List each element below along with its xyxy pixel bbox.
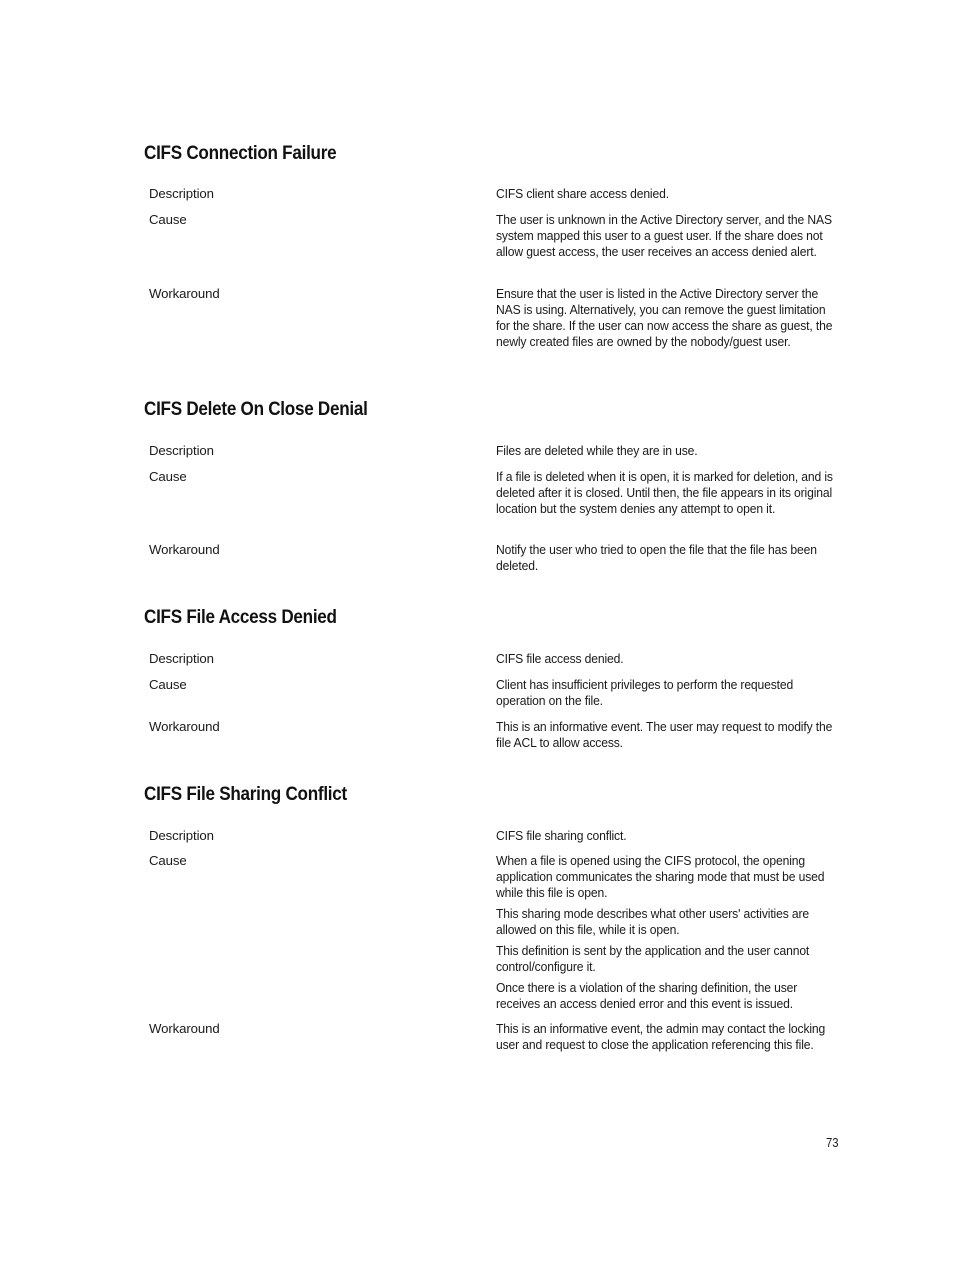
row-value-cause-paragraph: When a file is opened using the CIFS protocol, the opening application communicates the sharing mode that must be used while this file is open. (496, 853, 825, 900)
row-value-cause: If a file is deleted when it is open, it is marked for deletion, and is deleted after it is closed. Until then, the file appears in its original location but the system denies any attempt to open it. (496, 469, 833, 516)
row-label-cause: Cause (149, 469, 187, 484)
row-value-workaround: Notify the user who tried to open the file that the file has been deleted. (496, 542, 817, 573)
row-value-cause-paragraph: This sharing mode describes what other users' activities are allowed on this file, while it is open. (496, 906, 810, 937)
row-label-cause: Cause (149, 212, 187, 227)
section-title-cifs-delete-on-close-denial: CIFS Delete On Close Denial (144, 399, 368, 420)
page-number: 73 (826, 1136, 839, 1150)
row-value-description: CIFS file sharing conflict. (496, 828, 627, 843)
row-label-description: Description (149, 828, 214, 843)
row-label-workaround: Workaround (149, 542, 220, 557)
row-value-cause-paragraph: Once there is a violation of the sharing definition, the user receives an access denied error and this event is issued. (496, 980, 798, 1011)
row-value-description: CIFS client share access denied. (496, 186, 669, 201)
section-title-cifs-connection-failure: CIFS Connection Failure (144, 143, 337, 164)
row-value-cause-paragraph: This definition is sent by the application and the user cannot control/configure it. (496, 943, 810, 974)
row-label-workaround: Workaround (149, 286, 220, 301)
row-label-cause: Cause (149, 677, 187, 692)
section-title-cifs-file-access-denied: CIFS File Access Denied (144, 607, 337, 628)
row-value-workaround: Ensure that the user is listed in the Active Directory server the NAS is using. Alternatively, you can remove the guest limitation for the share. If the user can now access the share as guest, the newly created files are owned by the nobody/guest user. (496, 286, 833, 349)
row-label-description: Description (149, 186, 214, 201)
row-label-workaround: Workaround (149, 1021, 220, 1036)
row-label-workaround: Workaround (149, 719, 220, 734)
row-value-cause: Client has insufficient privileges to perform the requested operation on the file. (496, 677, 794, 708)
row-label-description: Description (149, 651, 214, 666)
row-value-description: CIFS file access denied. (496, 651, 624, 666)
row-label-description: Description (149, 443, 214, 458)
row-value-workaround: This is an informative event, the admin may contact the locking user and request to close the application referencing this file. (496, 1021, 826, 1052)
row-value-description: Files are deleted while they are in use. (496, 443, 698, 458)
section-title-cifs-file-sharing-conflict: CIFS File Sharing Conflict (144, 784, 347, 805)
row-label-cause: Cause (149, 853, 187, 868)
row-value-cause: The user is unknown in the Active Directory server, and the NAS system mapped this user to a guest user. If the share does not allow guest access, the user receives an access denied alert. (496, 212, 832, 259)
row-value-workaround: This is an informative event. The user may request to modify the file ACL to allow access. (496, 719, 833, 750)
